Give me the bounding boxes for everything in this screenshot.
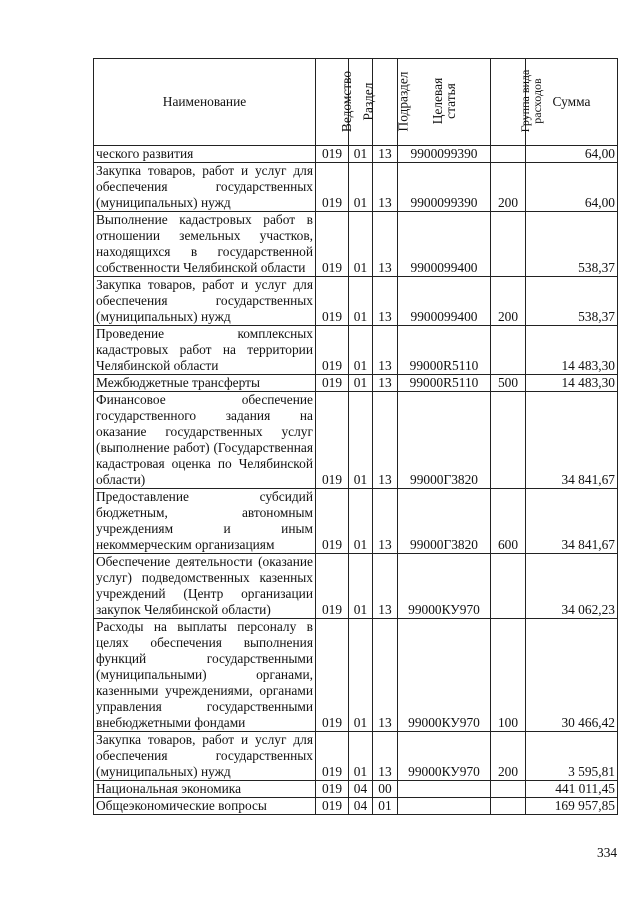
row-section: 01 — [349, 277, 373, 326]
header-dept-label: Ведомство — [339, 70, 355, 133]
page-number: 334 — [597, 845, 618, 860]
row-dept: 019 — [316, 619, 349, 732]
header-dept — [316, 59, 355, 146]
row-group — [491, 392, 526, 489]
row-sum: 64,00 — [526, 146, 618, 163]
header-section-label: Раздел — [360, 82, 376, 121]
row-dept: 019 — [316, 781, 349, 798]
row-sum: 64,00 — [526, 163, 618, 212]
row-name: ческого развития — [94, 146, 316, 163]
header-group-label: Группа вида расходов — [518, 69, 544, 133]
row-dept: 019 — [316, 146, 349, 163]
row-sum: 30 466,42 — [526, 619, 618, 732]
table-row — [94, 375, 618, 392]
table-row — [94, 489, 618, 554]
row-target: 99000КУ970 — [398, 554, 491, 619]
row-group: 600 — [491, 489, 526, 554]
row-section: 01 — [349, 326, 373, 375]
row-section: 01 — [349, 489, 373, 554]
row-subsection: 13 — [373, 277, 398, 326]
row-name: Закупка товаров, работ и услуг для обеспечения государственных (муниципальных) нужд — [94, 277, 316, 326]
row-sum: 14 483,30 — [526, 326, 618, 375]
row-name: Национальная экономика — [94, 781, 316, 798]
row-name: Закупка товаров, работ и услуг для обеспечения государственных (муниципальных) нужд — [94, 732, 316, 781]
row-subsection: 13 — [373, 146, 398, 163]
table-header-row — [94, 59, 618, 146]
row-sum: 169 957,85 — [526, 798, 618, 815]
table-row — [94, 326, 618, 375]
row-section: 01 — [349, 619, 373, 732]
row-target — [398, 798, 491, 815]
header-name: Наименование — [94, 59, 316, 146]
row-subsection: 13 — [373, 489, 398, 554]
header-group — [491, 59, 544, 146]
row-section: 04 — [349, 781, 373, 798]
row-sum: 34 841,67 — [526, 489, 618, 554]
row-target: 99000Г3820 — [398, 489, 491, 554]
table-row — [94, 146, 618, 163]
row-target: 9900099390 — [398, 163, 491, 212]
table-row — [94, 781, 618, 798]
row-sum: 441 011,45 — [526, 781, 618, 798]
row-group: 200 — [491, 732, 526, 781]
row-name: Закупка товаров, работ и услуг для обеспечения государственных (муниципальных) нужд — [94, 163, 316, 212]
row-dept: 019 — [316, 326, 349, 375]
row-target: 9900099400 — [398, 212, 491, 277]
row-target: 9900099400 — [398, 277, 491, 326]
row-sum: 14 483,30 — [526, 375, 618, 392]
row-dept: 019 — [316, 163, 349, 212]
row-target: 99000КУ970 — [398, 619, 491, 732]
row-dept: 019 — [316, 798, 349, 815]
row-subsection: 13 — [373, 732, 398, 781]
row-group — [491, 326, 526, 375]
row-section: 01 — [349, 146, 373, 163]
table-body — [94, 146, 618, 815]
row-subsection: 13 — [373, 619, 398, 732]
header-target — [395, 59, 491, 146]
row-subsection: 00 — [373, 781, 398, 798]
row-target: 99000R5110 — [398, 326, 491, 375]
row-group — [491, 798, 526, 815]
row-dept: 019 — [316, 554, 349, 619]
row-group — [491, 212, 526, 277]
row-section: 01 — [349, 163, 373, 212]
table-row — [94, 163, 618, 212]
row-section: 04 — [349, 798, 373, 815]
row-section: 01 — [349, 554, 373, 619]
row-group — [491, 554, 526, 619]
row-section: 01 — [349, 392, 373, 489]
row-name: Общеэкономические вопросы — [94, 798, 316, 815]
row-dept: 019 — [316, 489, 349, 554]
row-section: 01 — [349, 732, 373, 781]
row-dept: 019 — [316, 392, 349, 489]
table-row — [94, 798, 618, 815]
table-row — [94, 277, 618, 326]
header-subsection-label: Подраздел — [395, 71, 411, 132]
row-dept: 019 — [316, 732, 349, 781]
row-dept: 019 — [316, 212, 349, 277]
row-target: 99000КУ970 — [398, 732, 491, 781]
row-sum: 34 062,23 — [526, 554, 618, 619]
row-subsection: 13 — [373, 554, 398, 619]
table-row — [94, 212, 618, 277]
table-row — [94, 554, 618, 619]
table-row — [94, 732, 618, 781]
row-group: 200 — [491, 277, 526, 326]
row-name: Обеспечение деятельности (оказание услуг) подведомственных казенных учреждений (Центр организации закупок Челябинской области) — [94, 554, 316, 619]
row-section: 01 — [349, 375, 373, 392]
row-name: Межбюджетные трансферты — [94, 375, 316, 392]
row-group: 500 — [491, 375, 526, 392]
header-sum: Сумма — [526, 59, 618, 146]
row-subsection: 01 — [373, 798, 398, 815]
row-group — [491, 781, 526, 798]
header-subsection — [373, 59, 411, 146]
row-sum: 538,37 — [526, 212, 618, 277]
row-group: 100 — [491, 619, 526, 732]
row-target: 99000Г3820 — [398, 392, 491, 489]
row-dept: 019 — [316, 375, 349, 392]
row-sum: 34 841,67 — [526, 392, 618, 489]
row-subsection: 13 — [373, 392, 398, 489]
row-name: Выполнение кадастровых работ в отношении земельных участков, находящихся в государственной собственности Челябинской области — [94, 212, 316, 277]
row-sum: 538,37 — [526, 277, 618, 326]
row-name: Предоставление субсидий бюджетным, автономным учреждениям и иным некоммерческим организациям — [94, 489, 316, 554]
row-group: 200 — [491, 163, 526, 212]
row-name: Проведение комплексных кадастровых работ на территории Челябинской области — [94, 326, 316, 375]
row-sum: 3 595,81 — [526, 732, 618, 781]
row-group — [491, 146, 526, 163]
header-target-label: Целевая статья — [430, 77, 458, 125]
budget-table — [93, 58, 618, 815]
row-subsection: 13 — [373, 375, 398, 392]
table-row — [94, 392, 618, 489]
row-target: 99000R5110 — [398, 375, 491, 392]
row-dept: 019 — [316, 277, 349, 326]
row-subsection: 13 — [373, 212, 398, 277]
row-target — [398, 781, 491, 798]
row-subsection: 13 — [373, 326, 398, 375]
row-subsection: 13 — [373, 163, 398, 212]
table-row — [94, 619, 618, 732]
row-section: 01 — [349, 212, 373, 277]
row-name: Расходы на выплаты персоналу в целях обеспечения выполнения функций государственными (муниципальными) органами, казенными учреждениями, органами управления государственными внебюджетными фондами — [94, 619, 316, 732]
row-target: 9900099390 — [398, 146, 491, 163]
row-name: Финансовое обеспечение государственного задания на оказание государственных услуг (выполнение работ) (Государственная кадастровая оценка по Челябинской области) — [94, 392, 316, 489]
